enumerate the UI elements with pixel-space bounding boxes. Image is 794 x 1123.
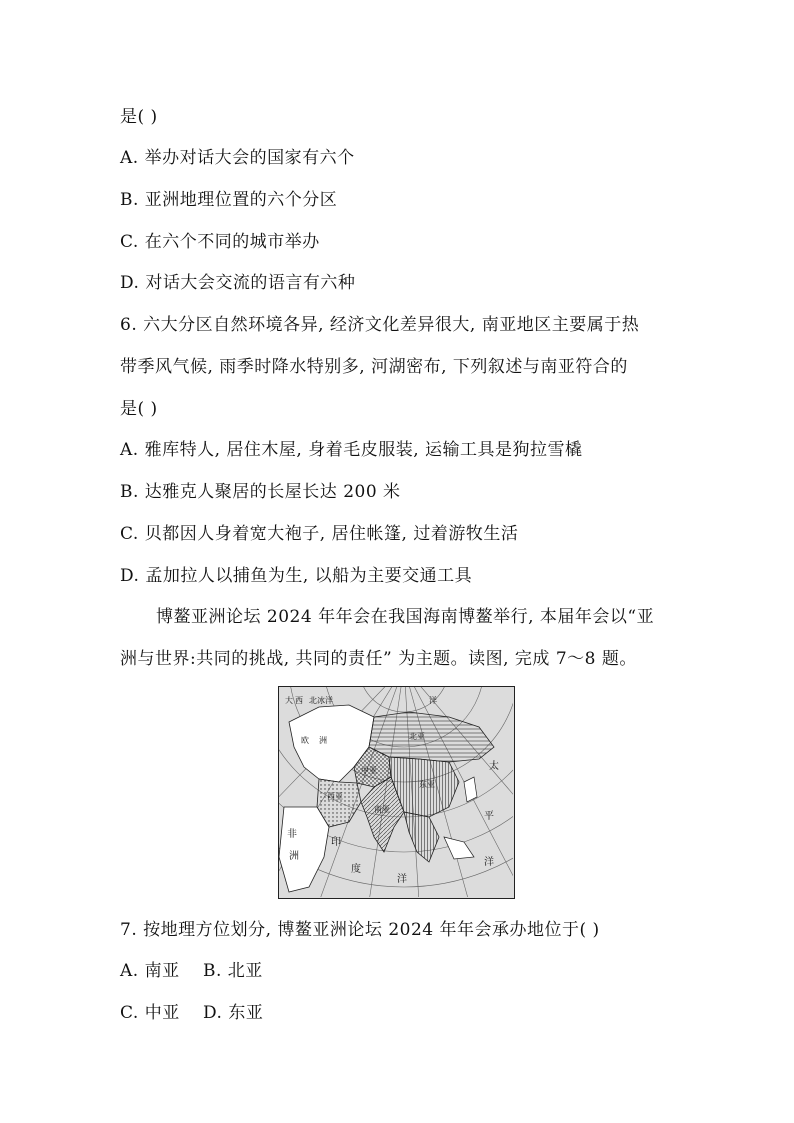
map-label-north-asia: 北亚 <box>409 732 425 741</box>
q6-option-b: B. 达雅克人聚居的长屋长达 200 米 <box>120 482 401 502</box>
passage-line-1: 博鳌亚洲论坛 2024 年年会在我国海南博鳌举行, 本届年会以“亚 <box>156 607 655 627</box>
map-label-europe-1: 欧 <box>301 736 309 745</box>
map-drawing <box>279 687 513 897</box>
passage-line-2: 洲与世界:共同的挑战, 共同的责任” 为主题。读图, 完成 7～8 题。 <box>120 649 637 669</box>
map-label-pacific-3: 洋 <box>484 857 494 868</box>
map-label-pacific-2: 平 <box>484 811 494 822</box>
q6-option-a: A. 雅库特人, 居住木屋, 身着毛皮服装, 运输工具是狗拉雪橇 <box>120 440 583 460</box>
map-label-atlantic-2: 西 <box>295 696 303 705</box>
southeast-asia-region <box>404 812 439 862</box>
africa-region <box>279 807 329 892</box>
map-label-africa-1: 非 <box>287 829 297 840</box>
q5-option-c: C. 在六个不同的城市举办 <box>120 232 320 252</box>
q5-stem-end: 是( ) <box>120 107 158 127</box>
q6-stem-line-1: 6. 六大分区自然环境各异, 经济文化差异很大, 南亚地区主要属于热 <box>120 315 640 335</box>
map-label-indian-3: 洋 <box>397 874 407 885</box>
q5-option-b: B. 亚洲地理位置的六个分区 <box>120 190 338 210</box>
q7-option-b: B. 北亚 <box>203 961 263 981</box>
q6-option-d: D. 孟加拉人以捕鱼为生, 以船为主要交通工具 <box>120 566 473 586</box>
map-label-south-asia: 南亚 <box>374 805 390 814</box>
map-label-central-asia: 中亚 <box>361 766 377 775</box>
island-shape <box>464 777 477 802</box>
q7-option-a: A. 南亚 <box>120 961 180 981</box>
map-label-arctic: 北冰洋 <box>309 696 333 705</box>
q6-stem-line-3: 是( ) <box>120 399 158 419</box>
north-asia-region <box>369 712 494 762</box>
q6-option-c: C. 贝都因人身着宽大袍子, 居住帐篷, 过着游牧生活 <box>120 524 519 544</box>
q7-option-d: D. 东亚 <box>203 1003 264 1023</box>
q5-option-d: D. 对话大会交流的语言有六种 <box>120 273 356 293</box>
map-label-atlantic: 大 <box>285 696 293 705</box>
map-label-indian-1: 印 <box>331 837 341 848</box>
map-label-arctic-2: 洋 <box>429 696 437 705</box>
asia-regions-map <box>278 686 515 899</box>
q7-stem: 7. 按地理方位划分, 博鳌亚洲论坛 2024 年年会承办地位于( ) <box>120 920 600 940</box>
map-label-indian-2: 度 <box>351 864 361 875</box>
map-label-east-asia: 东亚 <box>419 780 435 789</box>
map-label-africa-2: 洲 <box>289 851 299 862</box>
q7-option-c: C. 中亚 <box>120 1003 180 1023</box>
map-label-pacific-1: 太 <box>489 761 499 772</box>
q5-option-a: A. 举办对话大会的国家有六个 <box>120 148 355 168</box>
q6-stem-line-2: 带季风气候, 雨季时降水特别多, 河湖密布, 下列叙述与南亚符合的 <box>120 357 628 377</box>
map-label-west-asia: 西亚 <box>327 792 343 801</box>
map-label-europe-2: 洲 <box>319 736 327 745</box>
